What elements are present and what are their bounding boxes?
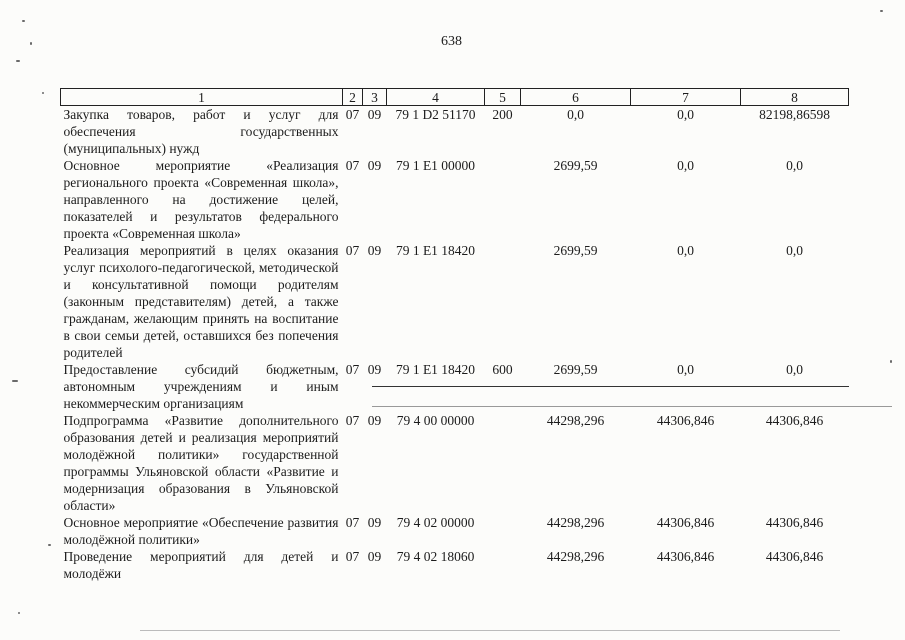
column-header: 1 [61,89,343,106]
row-name: Основное мероприятие «Реализация регионального проекта «Современная школа», направленного на достижение целей, показателей и результатов федерального проекта «Современная школа» [63,158,339,241]
amount-col8: 0,0 [786,243,803,258]
scan-speck [880,10,883,12]
target-article-code: 79 1 E1 18420 [395,243,476,258]
column-header: 3 [363,89,387,106]
amount-col8: 0,0 [786,362,803,377]
expense-type-code [485,514,521,548]
amount-col7: 44306,846 [656,549,715,564]
amount-col8: 44306,846 [765,549,824,564]
amount-col7: 44306,846 [656,515,715,530]
target-article-code: 79 4 02 00000 [396,515,475,530]
table-row [61,514,849,548]
table-header [61,89,849,106]
scan-speck [16,60,20,62]
row-name: Подпрограмма «Развитие дополнительного образования детей и реализация мероприятий молодёжной политики» государственной программы Ульяновской области «Развитие и модернизация образования в Ульяновской области» [63,413,339,513]
row-name: Основное мероприятие «Обеспечение развития молодёжной политики» [63,515,339,547]
target-article-code: 79 1 D2 51170 [395,107,476,122]
column-header: 5 [485,89,521,106]
column-header: 7 [631,89,741,106]
amount-col7: 0,0 [677,158,694,173]
scan-speck [890,360,892,363]
scan-speck [18,612,20,614]
amount-col6: 0,0 [567,107,584,122]
amount-col6: 2699,59 [553,362,598,377]
section-code: 07 [345,515,360,530]
column-header: 8 [741,89,849,106]
subsection-code: 09 [367,362,382,377]
scan-speck [30,42,32,45]
amount-col6: 44298,296 [546,515,605,530]
expense-type-code [485,157,521,242]
row-name: Реализация мероприятий в целях оказания услуг психолого-педагогической, методической и консультативной помощи родителям (законным представителям) детей, а также гражданам, желающим принять на воспитание в свои семьи детей, оставшихся без попечения родителей [63,243,339,360]
scan-rule [372,406,892,407]
table-row [61,242,849,361]
subsection-code: 09 [367,413,382,428]
scan-speck [22,20,25,22]
amount-col6: 44298,296 [546,549,605,564]
scan-speck [12,380,18,382]
table-row [61,157,849,242]
table-row [61,106,849,158]
target-article-code: 79 4 00 00000 [396,413,475,428]
subsection-code: 09 [367,243,382,258]
scan-speck [42,92,44,94]
amount-col8: 44306,846 [765,413,824,428]
amount-col6: 2699,59 [553,158,598,173]
scan-speck [48,544,51,546]
row-name: Проведение мероприятий для детей и молодёжи [63,549,339,581]
section-code: 07 [345,549,360,564]
amount-col7: 0,0 [677,107,694,122]
expense-type-code [485,242,521,361]
column-header: 2 [343,89,363,106]
amount-col6: 2699,59 [553,243,598,258]
column-header: 6 [521,89,631,106]
amount-col8: 82198,86598 [759,107,830,122]
section-code: 07 [345,413,360,428]
amount-col6: 44298,296 [546,413,605,428]
amount-col8: 0,0 [786,158,803,173]
row-name: Закупка товаров, работ и услуг для обеспечения государственных (муниципальных) нужд [63,107,339,156]
section-code: 07 [345,107,360,122]
amount-col7: 0,0 [677,243,694,258]
section-code: 07 [345,243,360,258]
subsection-code: 09 [367,158,382,173]
expense-type-code: 200 [492,107,513,122]
budget-table [60,88,849,582]
table-row [61,548,849,582]
section-code: 07 [345,362,360,377]
amount-col8: 44306,846 [765,515,824,530]
subsection-code: 09 [367,515,382,530]
target-article-code: 79 1 E1 18420 [395,362,476,377]
table-row [61,412,849,514]
expense-type-code [485,548,521,582]
target-article-code: 79 1 E1 00000 [395,158,476,173]
amount-col7: 0,0 [677,362,694,377]
subsection-code: 09 [367,107,382,122]
row-name: Предоставление субсидий бюджетным, автономным учреждениям и иным некоммерческим организациям [63,362,339,411]
page-number: 638 [441,34,462,49]
expense-type-code [485,412,521,514]
scan-rule [140,630,840,631]
expense-type-code: 600 [492,362,513,377]
scan-rule [372,386,849,387]
amount-col7: 44306,846 [656,413,715,428]
target-article-code: 79 4 02 18060 [396,549,475,564]
column-header: 4 [387,89,485,106]
section-code: 07 [345,158,360,173]
subsection-code: 09 [367,549,382,564]
